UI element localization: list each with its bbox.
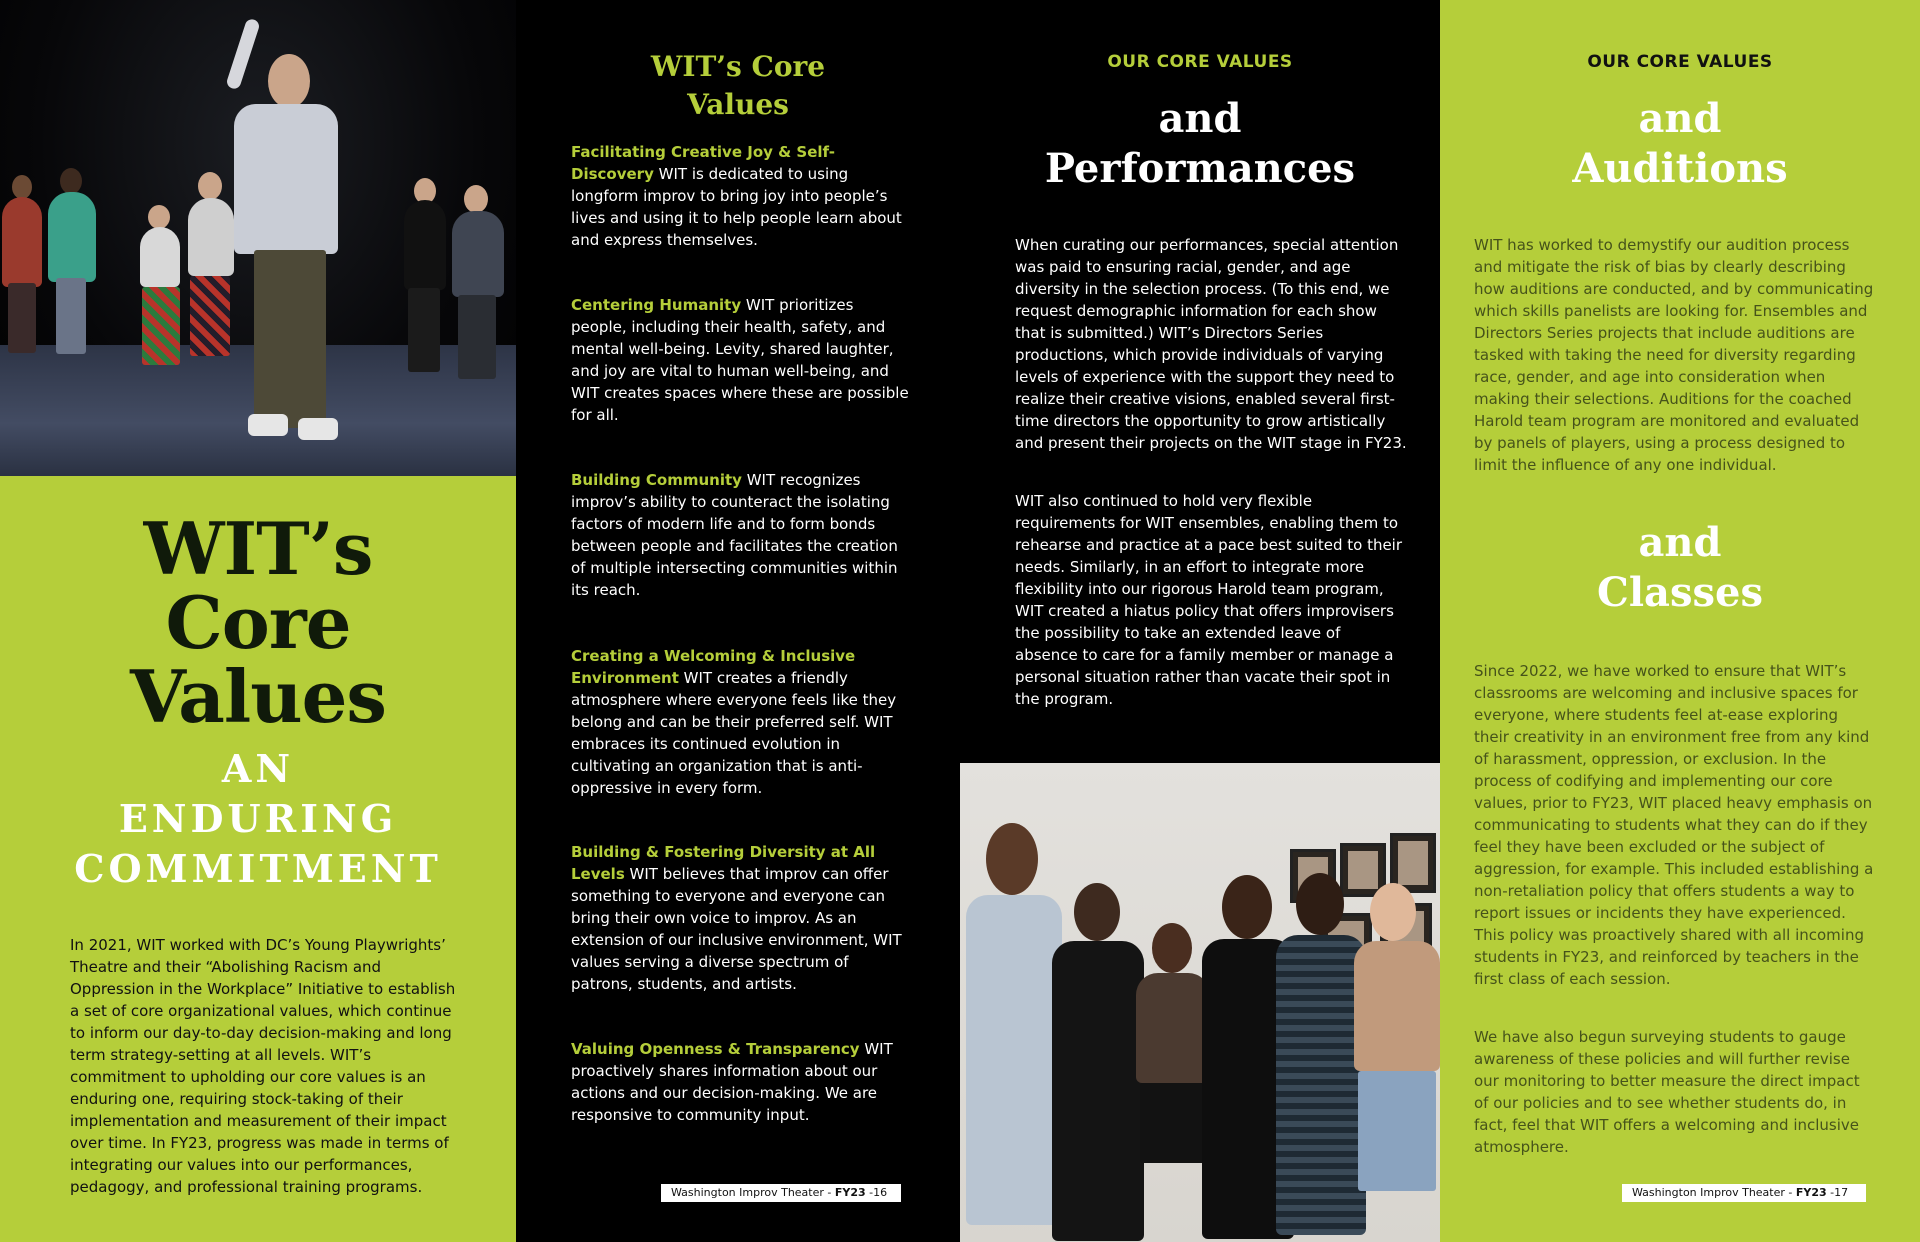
performances-paragraph: When curating our performances, special attention was paid to ensuring racial, gender, and age diversity in the selection process. (To this end, we request demographic information for each show that is submitted.) WIT’s Directors Series productions, which provide individuals of varying levels of experience with the support they need to realize their creative visions, enabled several first-time directors the opportunity to grow artistically and present their projects on the WIT stage in FY23.: [1015, 236, 1407, 452]
section-kicker: OUR CORE VALUES: [1107, 52, 1293, 72]
classes-paragraph: Since 2022, we have worked to ensure that WIT’s classrooms are welcoming and inclusive spaces for everyone, where students feel at-ease exploring their creativity in an environment free from any kind of harassment, oppression, or exclusion. In the process of codifying and implementing our core values, prior to FY23, WIT placed heavy emphasis on communicating to students what they can do if they feel they have been excluded or the subject of aggression, for example. This included establishing a non-retaliation policy that offers students a way to report issues or incidents they have experienced. This policy was proactively shared with all incoming students in FY23, and reinforced by teachers in the first class of each session.: [1474, 662, 1874, 988]
classes-paragraph: We have also begun surveying students to gauge awareness of these policies and will further revise our monitoring to better measure the direct impact of our policies and to see whether students do, in fact, feel that WIT offers a welcoming and inclusive atmosphere.: [1474, 1028, 1860, 1156]
value-text: WIT recognizes improv’s ability to counteract the isolating factors of modern life and to form bonds between people and facilitates the creation of multiple intersecting communities within its reach.: [571, 471, 898, 599]
performances-paragraph: WIT also continued to hold very flexible requirements for WIT ensembles, enabling them to rehearse and practice at a pace best suited to their needs. Similarly, in an effort to integrate more flexibility into our rigorous Harold team program, WIT created a hiatus policy that offers improvisers the possibility to take an extended leave of absence to care for a family member or manage a personal situation rather than vacate their spot in the program.: [1015, 492, 1403, 708]
title-line: Values: [130, 654, 386, 739]
auditions-classes-panel: [1440, 0, 1920, 1242]
auditions-title: [1440, 94, 1920, 194]
page-footer: [1622, 1184, 1866, 1202]
auditions-paragraph: WIT has worked to demystify our audition process and mitigate the risk of bias by clearly describing how auditions are conducted, and by communicating which skills panelists are looking for. Ensembles and Directors Series projects that include auditions are tasked with taking the need for diversity regarding race, gender, and age into consideration when making their selections. Auditions for the coached Harold team program are monitored and evaluated by panels of players, using a process designed to limit the influence of any one individual.: [1474, 236, 1874, 474]
performances-panel: [960, 0, 1440, 1242]
page-footer: [661, 1184, 901, 1202]
title-line: Values: [687, 88, 789, 121]
left-panel: [0, 0, 516, 1242]
intro-paragraph: In 2021, WIT worked with DC’s Young Playwrights’ Theatre and their “Abolishing Racism and Oppression in the Workplace” Initiative to establish a set of core organizational values, which continue to inform our day-to-day decision-making and long term strategy-setting at all levels. WIT’s commitment to upholding our core values is an enduring one, requiring stock-taking of their implementation and measurement of their impact over time. In FY23, progress was made in terms of integrating our values into our performances, pedagogy, and professional training programs.: [70, 936, 456, 1196]
page-title: [0, 506, 516, 739]
group-photo: [960, 763, 1440, 1242]
title-line: Core: [165, 580, 351, 665]
value-item: [571, 1038, 911, 1126]
value-heading: Facilitating Creative Joy & Self-Discovery: [571, 143, 836, 183]
value-item: [571, 469, 911, 601]
stage-performance-photo: [0, 0, 516, 476]
footer-org: Washington Improv Theater -: [1632, 1186, 1796, 1199]
classes-title: [1440, 518, 1920, 618]
value-text: WIT believes that improv can offer something to everyone and everyone can bring their own voice to improv. As an extension of our inclusive environment, WIT values serving a diverse spectrum of patrons, students, and artists.: [571, 865, 902, 993]
value-heading: Building & Fostering Diversity at All Levels: [571, 843, 876, 883]
value-text: WIT proactively shares information about our actions and our decision-making. We are responsive to community input.: [571, 1040, 893, 1124]
section-kicker: OUR CORE VALUES: [1587, 52, 1773, 72]
title-line: and: [1638, 519, 1722, 566]
footer-org: Washington Improv Theater -: [671, 1186, 835, 1199]
footer-fy: FY23: [1795, 1186, 1827, 1199]
title-line: Auditions: [1572, 145, 1788, 192]
value-heading: Centering Humanity: [571, 296, 742, 314]
value-text: WIT is dedicated to using longform improv to bring joy into people’s lives and using it to help people learn about and express themselves.: [571, 165, 902, 249]
value-heading: Building Community: [571, 471, 742, 489]
title-line: WIT’s Core: [650, 50, 826, 83]
value-item: [571, 141, 911, 251]
value-item: [571, 841, 911, 995]
subtitle-line: COMMITMENT: [74, 846, 442, 891]
page-subtitle: [0, 744, 516, 894]
value-item: [571, 294, 911, 426]
title-line: Classes: [1597, 569, 1763, 616]
title-line: and: [1158, 95, 1242, 142]
title-line: WIT’s: [143, 506, 373, 591]
footer-page-number: -16: [865, 1186, 888, 1199]
subtitle-line: ENDURING: [118, 796, 398, 841]
value-heading: Creating a Welcoming & Inclusive Environment: [571, 647, 856, 687]
value-item: [571, 645, 911, 799]
performances-title: [960, 94, 1440, 194]
footer-fy: FY23: [834, 1186, 866, 1199]
subtitle-line: AN: [221, 746, 295, 791]
core-values-title: [516, 48, 960, 124]
title-line: Performances: [1044, 145, 1356, 192]
value-text: WIT creates a friendly atmosphere where everyone feels like they belong and can be their preferred self. WIT embraces its continued evolution in cultivating an organization that is anti-oppressive in every form.: [571, 669, 897, 797]
value-heading: Valuing Openness & Transparency: [571, 1040, 860, 1058]
value-text: WIT prioritizes people, including their health, safety, and mental well-being. Levity, shared laughter, and joy are vital to human well-being, and WIT creates spaces where these are possible for all.: [571, 296, 909, 424]
core-values-panel: [516, 0, 960, 1242]
footer-page-number: -17: [1826, 1186, 1849, 1199]
title-line: and: [1638, 95, 1722, 142]
